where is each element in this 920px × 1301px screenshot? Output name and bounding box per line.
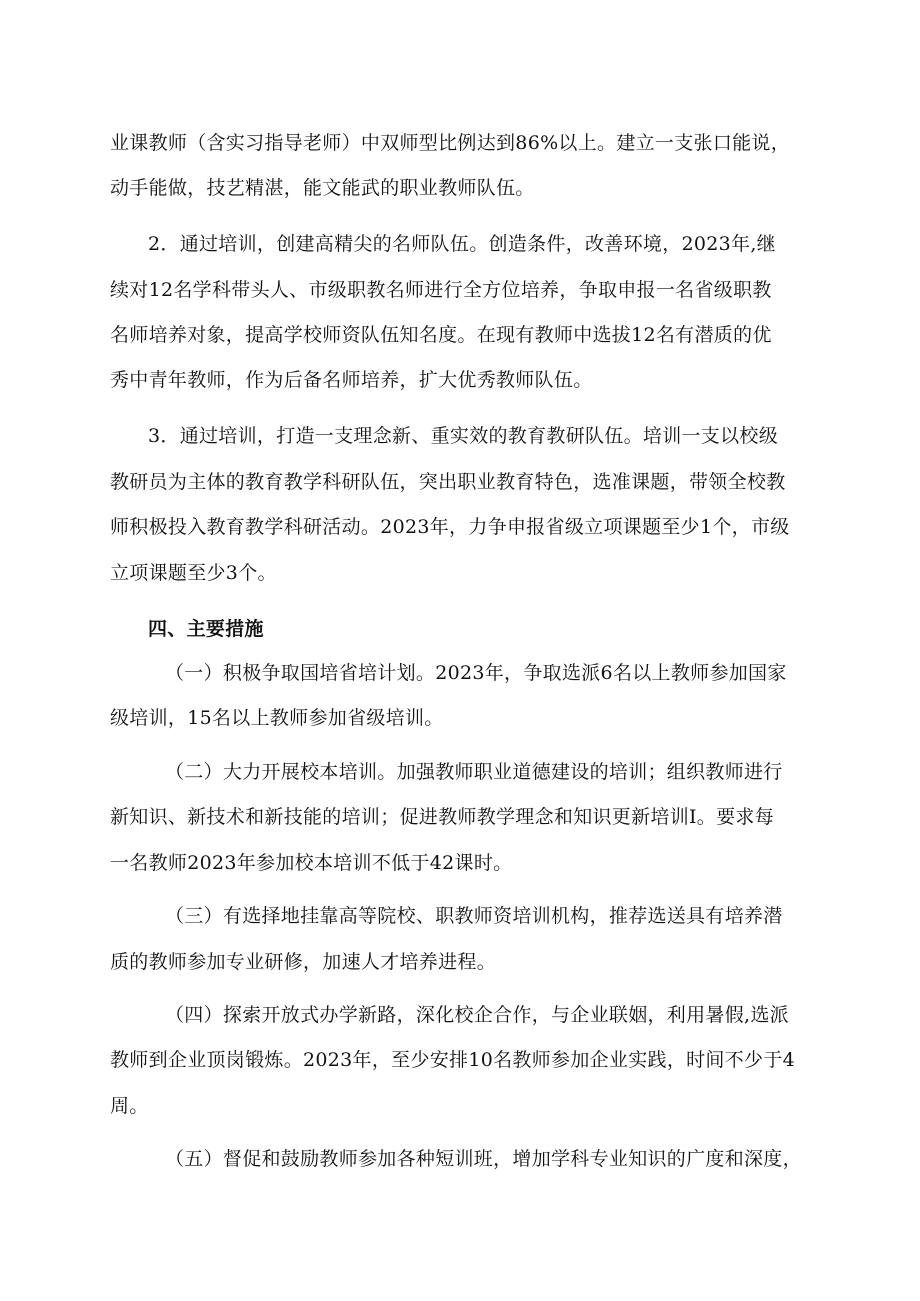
text-line-21: 周。: [110, 1095, 149, 1117]
text-line-19: （四）探索开放式办学新路，深化校企合作，与企业联姻，利用暑假,选派: [165, 1004, 789, 1026]
text-line-7: 3．通过培训，打造一支理念新、重实效的教育教研队伍。培训一支以校级: [148, 425, 778, 447]
text-line-20: 教师到企业顶岗锻炼。2023年，至少安排10名教师参加企业实践，时间不少于4: [110, 1049, 796, 1071]
text-line-16: 一名教师2023年参加校本培训不低于42课时。: [110, 852, 513, 874]
text-line-15: 新知识、新技术和新技能的培训；促进教师教学理念和知识更新培训I。要求每: [110, 806, 775, 828]
text-line-22: （五）督促和鼓励教师参加各种短训班，增加学科专业知识的广度和深度，: [165, 1148, 802, 1170]
text-line-6: 秀中青年教师，作为后备名师培养，扩大优秀教师队伍。: [110, 369, 593, 391]
text-line-13: 级培训，15名以上教师参加省级培训。: [110, 707, 444, 729]
text-line-10: 立项课题至少3个。: [110, 562, 277, 584]
text-line-4: 续对12名学科带头人、市级职教名师进行全方位培养，争取申报一名省级职教: [110, 279, 772, 301]
text-line-1: 业课教师（含实习指导老师）中双师型比例达到86%以上。建立一支张口能说，: [110, 132, 791, 154]
text-line-2: 动手能做，技艺精湛，能文能武的职业教师队伍。: [110, 177, 535, 199]
text-line-18: 质的教师参加专业研修，加速人才培养进程。: [110, 951, 497, 973]
text-line-12: （一）积极争取国培省培计划。2023年，争取选派6名以上教师参加国家: [165, 662, 787, 684]
text-line-14: （二）大力开展校本培训。加强教师职业道德建设的培训；组织教师进行: [165, 761, 783, 783]
text-line-9: 师积极投入教育教学科研活动。2023年，力争申报省级立项课题至少1个，市级: [110, 516, 790, 538]
text-line-5: 名师培养对象，提高学校师资队伍知名度。在现有教师中选拔12名有潜质的优: [110, 324, 772, 346]
section-heading: 四、主要措施: [148, 618, 264, 640]
text-line-8: 教研员为主体的教育教学科研队伍，突出职业教育特色，选准课题，带领全校教: [110, 471, 786, 493]
text-line-3: 2．通过培训，创建高精尖的名师队伍。创造条件，改善环境，2023年,继: [148, 233, 776, 255]
text-line-17: （三）有选择地挂靠高等院校、职教师资培训机构，推荐选送具有培养潜: [165, 905, 783, 927]
